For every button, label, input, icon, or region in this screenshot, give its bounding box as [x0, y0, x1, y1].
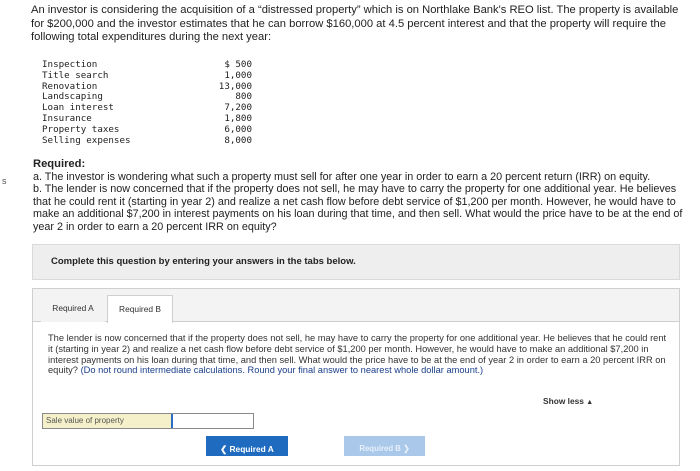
- next-button[interactable]: [344, 436, 425, 456]
- expense-amount: 1,800: [224, 112, 252, 124]
- tab-required-a[interactable]: Required A: [41, 295, 105, 322]
- answer-row: [42, 413, 254, 429]
- tab-bar: [33, 289, 679, 322]
- question-main: The lender is now concerned that if the property does not sell, he may have to carry the property for one additional year. He believes that he could rent it (starting in year 2) and realize a net cash flow before debt service of $1,200 per month. However, he would have to make an additional $7,200 in interest payments on his loan during that time, and then sell. What would the price have to be at the end of year 2 in order to earn a 20 percent IRR on equity?: [48, 333, 667, 376]
- expense-amount: $ 500: [224, 59, 252, 70]
- expense-row: [42, 71, 252, 82]
- instructions-box: [32, 244, 680, 280]
- expense-row: [42, 125, 252, 136]
- required-b-text: b. The lender is now concerned that if the property does not sell, he may have to carry the property for one additional year. He believes that he could rent it (starting in year 2) and realize a net cash flow before debt service of $1,200 per month. However, he would have to make an additional $7,200 in interest payments on his loan during that time, and then sell. What would the price have to be at the end of year 2 in order to earn a 20 percent IRR on equity?: [33, 183, 683, 233]
- sale-value-input[interactable]: [171, 414, 253, 428]
- expense-label: Title search: [42, 69, 109, 81]
- tab-panel: [32, 288, 680, 466]
- expense-label: Property taxes: [42, 123, 120, 135]
- instructions-text: Complete this question by entering your answers in the tabs below.: [51, 256, 356, 267]
- chevron-left-icon: ❮: [220, 443, 228, 454]
- problem-intro: An investor is considering the acquisition of a “distressed property” which is on Northlake Bank's REO list. The property is available for $200,000 and the investor estimates that he can borrow $160,000 at 4.5 percent interest and that the property will require the following total expenditures during the next year:: [31, 4, 679, 43]
- expense-label: Landscaping: [42, 91, 103, 103]
- expense-table: [42, 60, 252, 146]
- expense-amount: 13,000: [218, 80, 252, 92]
- question-text: [48, 333, 668, 376]
- prev-button-label: Required A: [229, 443, 274, 454]
- chevron-right-icon: ❯: [403, 444, 410, 453]
- tab-required-b[interactable]: Required B: [107, 295, 173, 323]
- expense-label: Loan interest: [42, 102, 114, 114]
- expense-label: Insurance: [42, 112, 92, 124]
- next-button-label: Required B: [359, 444, 401, 453]
- side-mark: s: [2, 176, 7, 186]
- expense-amount: 6,000: [224, 123, 252, 135]
- required-heading: Required:: [33, 158, 86, 170]
- expense-amount: 8,000: [224, 134, 252, 146]
- expense-label: Inspection: [42, 59, 98, 70]
- required-a-text: a. The investor is wondering what such a property must sell for after one year in order to earn a 20 percent return (IRR) on equity.: [33, 171, 651, 183]
- expense-label: Renovation: [42, 80, 98, 92]
- show-less-link[interactable]: [543, 396, 593, 406]
- expense-amount: 800: [235, 91, 252, 103]
- required-body: [33, 171, 683, 233]
- show-less-label: Show less: [543, 396, 584, 406]
- answer-label: Sale value of property: [43, 414, 171, 428]
- expense-row: [42, 136, 252, 147]
- expense-amount: 7,200: [224, 102, 252, 114]
- prev-button[interactable]: [206, 436, 288, 456]
- expense-label: Selling expenses: [42, 134, 131, 146]
- expense-amount: 1,000: [224, 69, 252, 81]
- question-hint: (Do not round intermediate calculations. Round your final answer to nearest whole dollar amount.): [80, 365, 484, 376]
- caret-up-icon: ▲: [586, 399, 594, 406]
